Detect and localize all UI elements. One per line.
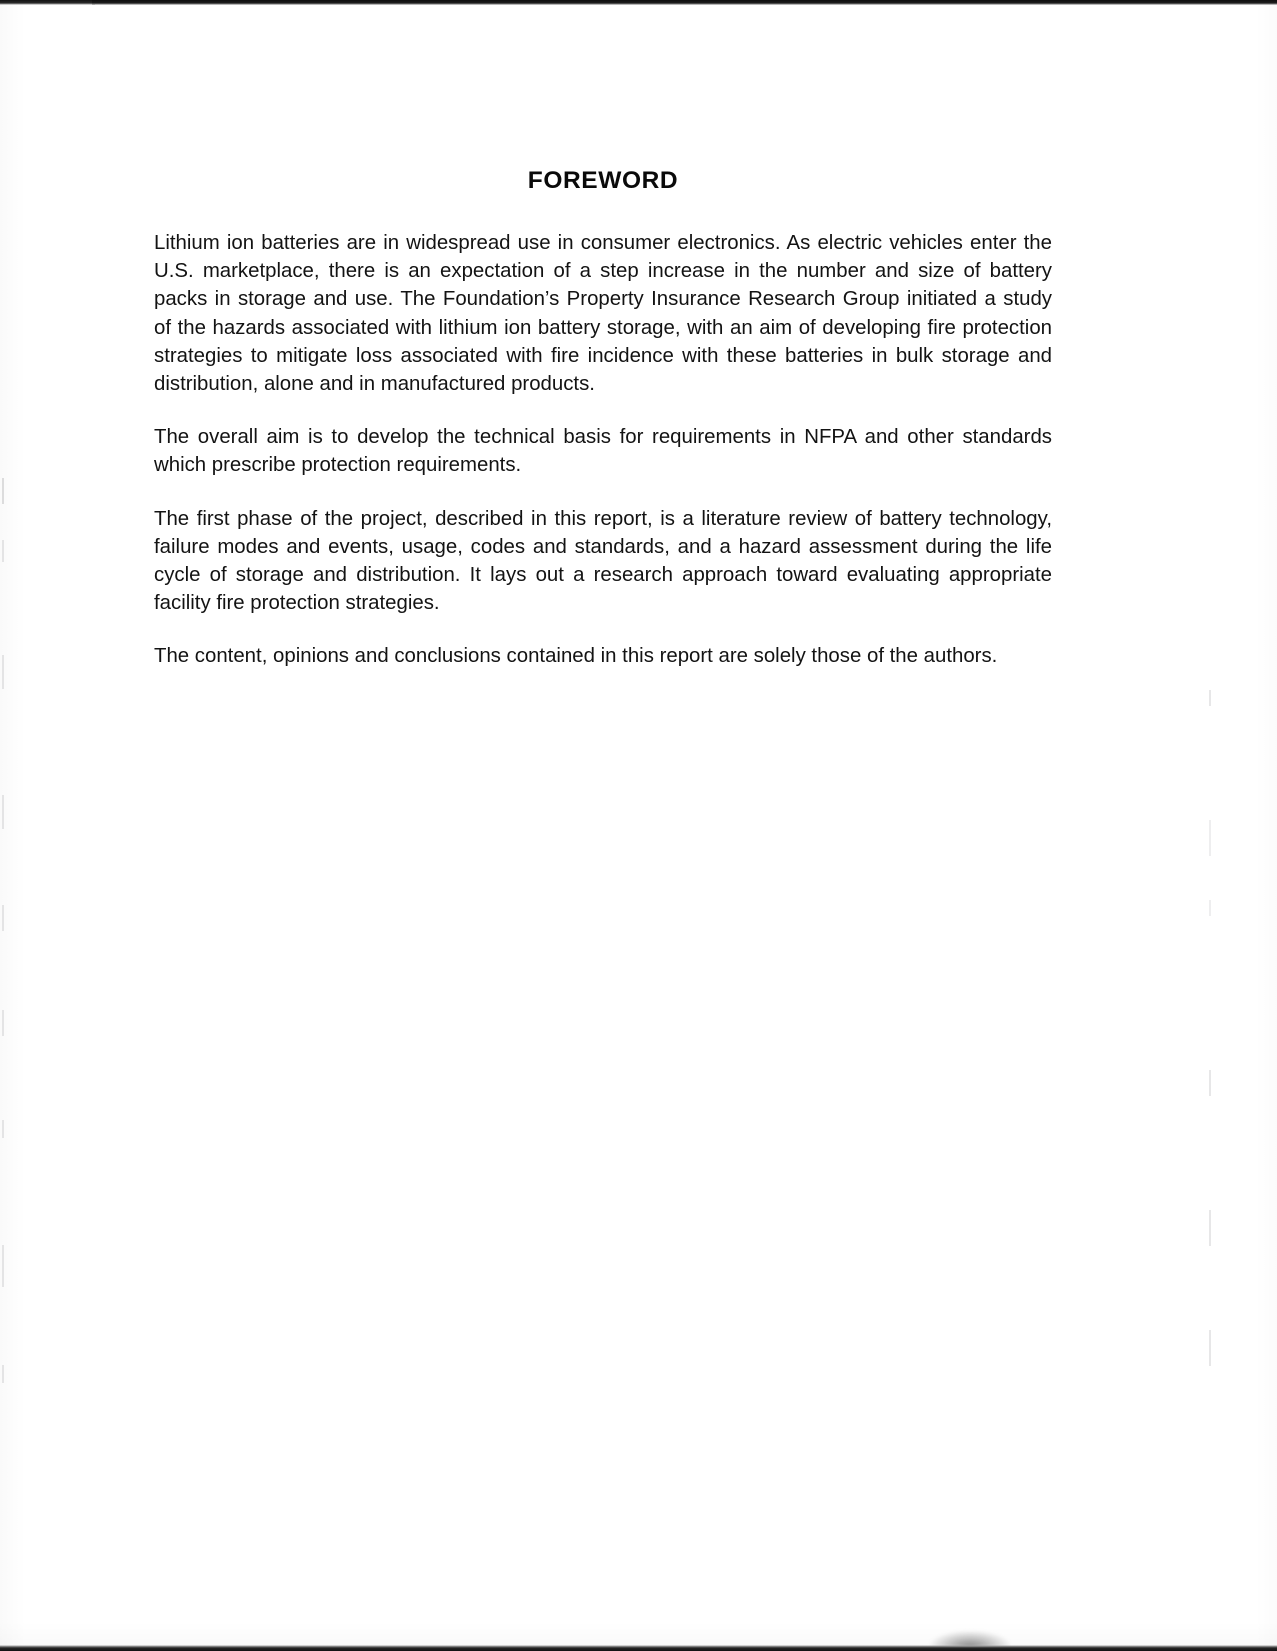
paragraph: Lithium ion batteries are in widespread use in consumer electronics. As electric vehicles enter the U.S. marketplace, there is an expectation of a step increase in the number and size of battery packs in storage and use. The Foundation’s Property Insurance Research Group initiated a study of the hazards associated with lithium ion battery storage, with an aim of developing fire protection strategies to mitigate loss associated with fire incidence with these batteries in bulk storage and distribution, alone and in manufactured products. [154,231,1052,395]
page-title: FOREWORD [527,167,679,194]
paragraph: The content, opinions and conclusions contained in this report are solely those of the authors. [154,645,998,668]
scan-tick-icon [2,795,4,829]
scan-tick-icon [1209,1070,1211,1096]
scan-tick-icon [2,1245,4,1287]
scan-tick-icon [2,1120,4,1138]
scan-tick-icon [2,1365,4,1383]
paragraph: The overall aim is to develop the technical basis for requirements in NFPA and other standards which prescribe protection requirements. [154,426,1052,477]
scan-tick-icon [2,905,4,931]
scan-tick-icon [1209,1210,1211,1246]
scan-tick-icon [2,540,4,562]
scan-tick-icon [1209,690,1211,706]
scan-tick-icon [2,655,4,689]
scan-tick-icon [1209,820,1211,856]
foreword-text [154,195,1052,671]
scan-tick-icon [2,478,4,504]
scan-tick-icon [1209,900,1211,916]
scan-edge-top-left-icon [0,0,95,5]
document-body [154,0,1052,671]
paragraph: The first phase of the project, described in this report, is a literature review of battery technology, failure modes and events, usage, codes and standards, and a hazard assessment during the life cycle of storage and distribution. It lays out a research approach toward evaluating appropriate facility fire protection strategies. [154,507,1052,615]
scan-tick-icon [1209,1330,1211,1366]
scan-edge-bottom-icon [0,1645,1277,1651]
scan-tick-icon [2,1010,4,1036]
